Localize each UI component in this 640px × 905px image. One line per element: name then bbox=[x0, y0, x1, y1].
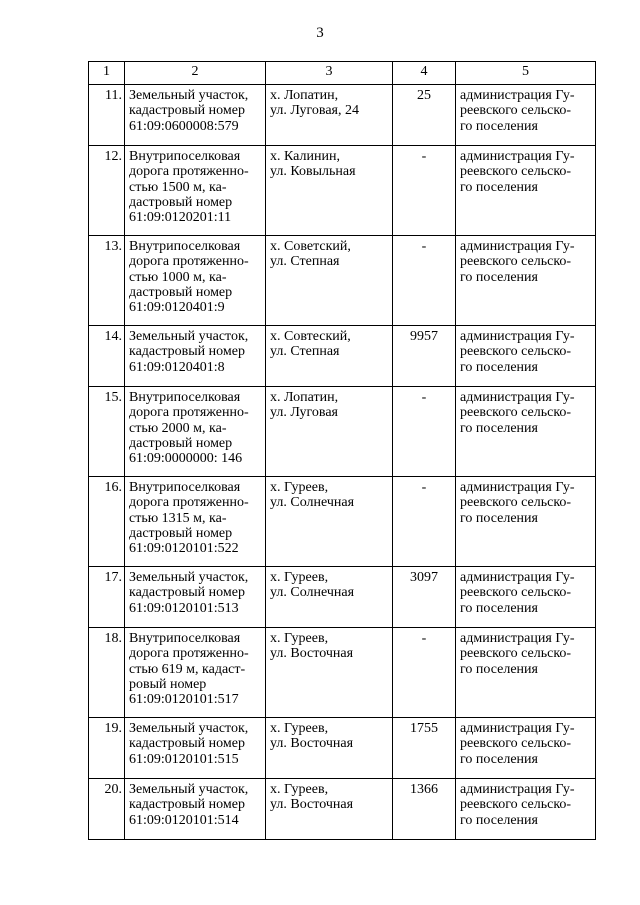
object-address-text: х. Гуреев, ул. Восточная bbox=[270, 721, 354, 752]
object-owner-text: администрация Гу- реевского сельско- го поселения bbox=[460, 480, 575, 526]
object-area bbox=[393, 326, 456, 387]
object-owner-text: администрация Гу- реевского сельско- го поселения bbox=[460, 239, 575, 285]
object-area-text: - bbox=[421, 390, 427, 405]
object-owner bbox=[456, 779, 596, 840]
object-description bbox=[125, 718, 266, 779]
object-description bbox=[125, 779, 266, 840]
object-owner bbox=[456, 567, 596, 628]
object-area bbox=[393, 779, 456, 840]
table-row bbox=[89, 628, 596, 718]
object-address bbox=[266, 236, 393, 326]
object-owner-text: администрация Гу- реевского сельско- го поселения bbox=[460, 631, 575, 677]
object-area bbox=[393, 718, 456, 779]
object-address bbox=[266, 387, 393, 477]
column-header: 4 bbox=[393, 62, 456, 85]
object-owner bbox=[456, 628, 596, 718]
row-number bbox=[89, 85, 125, 146]
table-row bbox=[89, 85, 596, 146]
object-owner-text: администрация Гу- реевского сельско- го поселения bbox=[460, 782, 575, 828]
object-description bbox=[125, 387, 266, 477]
object-description-text: Внутрипоселковая дорога протяженно- стью 1315 м, ка- дастровый номер 61:09:0120101:522 bbox=[129, 480, 249, 557]
row-number-text: 19. bbox=[104, 721, 122, 736]
object-description-text: Земельный участок, кадастровый номер 61:09:0600008:579 bbox=[129, 88, 249, 134]
object-address bbox=[266, 326, 393, 387]
object-address-text: х. Лопатин, ул. Луговая, 24 bbox=[270, 88, 359, 119]
row-number-text: 15. bbox=[104, 390, 122, 405]
object-address bbox=[266, 567, 393, 628]
object-address-text: х. Лопатин, ул. Луговая bbox=[270, 390, 339, 421]
column-header: 2 bbox=[125, 62, 266, 85]
object-address-text: х. Гуреев, ул. Восточная bbox=[270, 631, 354, 662]
object-area-text: - bbox=[421, 631, 427, 646]
object-owner-text: администрация Гу- реевского сельско- го поселения bbox=[460, 149, 575, 195]
object-description-text: Земельный участок, кадастровый номер 61:09:0120401:8 bbox=[129, 329, 249, 375]
object-area-text: - bbox=[421, 239, 427, 254]
object-owner-text: администрация Гу- реевского сельско- го поселения bbox=[460, 570, 575, 616]
object-owner bbox=[456, 326, 596, 387]
object-description-text: Внутрипоселковая дорога протяженно- стью 619 м, кадаст- ровый номер 61:09:0120101:517 bbox=[129, 631, 249, 708]
row-number-text: 11. bbox=[105, 88, 122, 103]
row-number-text: 18. bbox=[104, 631, 122, 646]
object-description bbox=[125, 146, 266, 236]
object-area bbox=[393, 236, 456, 326]
object-address bbox=[266, 628, 393, 718]
object-address-text: х. Советский, ул. Степная bbox=[270, 239, 351, 270]
object-owner-text: администрация Гу- реевского сельско- го поселения bbox=[460, 88, 575, 134]
column-header: 3 bbox=[266, 62, 393, 85]
object-area-text: 1366 bbox=[410, 782, 438, 797]
table-row bbox=[89, 236, 596, 326]
object-address bbox=[266, 477, 393, 567]
object-description-text: Внутрипоселковая дорога протяженно- стью 1500 м, ка- дастровый номер 61:09:0120201:11 bbox=[129, 149, 249, 226]
object-area-text: 25 bbox=[417, 88, 431, 103]
object-area bbox=[393, 387, 456, 477]
column-header: 5 bbox=[456, 62, 596, 85]
object-description bbox=[125, 477, 266, 567]
object-address-text: х. Калинин, ул. Ковыльная bbox=[270, 149, 356, 180]
object-address-text: х. Гуреев, ул. Солнечная bbox=[270, 480, 355, 511]
object-area bbox=[393, 146, 456, 236]
table-row bbox=[89, 779, 596, 840]
object-address bbox=[266, 779, 393, 840]
object-description-text: Земельный участок, кадастровый номер 61:09:0120101:514 bbox=[129, 782, 249, 828]
object-area bbox=[393, 85, 456, 146]
row-number bbox=[89, 146, 125, 236]
object-address-text: х. Гуреев, ул. Восточная bbox=[270, 782, 354, 813]
object-area-text: 3097 bbox=[410, 570, 438, 585]
table-row bbox=[89, 567, 596, 628]
object-owner bbox=[456, 477, 596, 567]
object-description-text: Земельный участок, кадастровый номер 61:09:0120101:513 bbox=[129, 570, 249, 616]
row-number-text: 20. bbox=[104, 782, 122, 797]
property-registry-table bbox=[88, 61, 596, 840]
row-number bbox=[89, 567, 125, 628]
table-row bbox=[89, 477, 596, 567]
object-description bbox=[125, 628, 266, 718]
table-row bbox=[89, 718, 596, 779]
row-number-text: 17. bbox=[104, 570, 122, 585]
object-area bbox=[393, 477, 456, 567]
table-header-row bbox=[89, 62, 596, 85]
object-address-text: х. Совтеский, ул. Степная bbox=[270, 329, 351, 360]
object-area bbox=[393, 567, 456, 628]
object-description bbox=[125, 236, 266, 326]
row-number bbox=[89, 326, 125, 387]
object-area-text: 1755 bbox=[410, 721, 438, 736]
object-address bbox=[266, 146, 393, 236]
row-number-text: 16. bbox=[104, 480, 122, 495]
row-number bbox=[89, 236, 125, 326]
object-area-text: - bbox=[421, 149, 427, 164]
row-number-text: 14. bbox=[104, 329, 122, 344]
object-owner bbox=[456, 387, 596, 477]
object-owner bbox=[456, 85, 596, 146]
object-address-text: х. Гуреев, ул. Солнечная bbox=[270, 570, 355, 601]
object-owner bbox=[456, 146, 596, 236]
object-description bbox=[125, 326, 266, 387]
object-description-text: Внутрипоселковая дорога протяженно- стью 2000 м, ка- дастровый номер 61:09:0000000: 146 bbox=[129, 390, 249, 467]
row-number-text: 13. bbox=[104, 239, 122, 254]
row-number-text: 12. bbox=[104, 149, 122, 164]
row-number bbox=[89, 628, 125, 718]
object-address bbox=[266, 85, 393, 146]
object-owner bbox=[456, 718, 596, 779]
row-number bbox=[89, 718, 125, 779]
object-area-text: - bbox=[421, 480, 427, 495]
object-area-text: 9957 bbox=[410, 329, 438, 344]
object-area bbox=[393, 628, 456, 718]
object-owner bbox=[456, 236, 596, 326]
page-number: 3 bbox=[316, 25, 324, 41]
object-description bbox=[125, 567, 266, 628]
object-owner-text: администрация Гу- реевского сельско- го поселения bbox=[460, 390, 575, 436]
object-description-text: Земельный участок, кадастровый номер 61:09:0120101:515 bbox=[129, 721, 249, 767]
object-owner-text: администрация Гу- реевского сельско- го поселения bbox=[460, 329, 575, 375]
table-row bbox=[89, 387, 596, 477]
object-owner-text: администрация Гу- реевского сельско- го поселения bbox=[460, 721, 575, 767]
table-row bbox=[89, 326, 596, 387]
object-description-text: Внутрипоселковая дорога протяженно- стью 1000 м, ка- дастровый номер 61:09:0120401:9 bbox=[129, 239, 249, 316]
row-number bbox=[89, 477, 125, 567]
row-number bbox=[89, 387, 125, 477]
object-description bbox=[125, 85, 266, 146]
table-row bbox=[89, 146, 596, 236]
object-address bbox=[266, 718, 393, 779]
column-header: 1 bbox=[89, 62, 125, 85]
row-number bbox=[89, 779, 125, 840]
